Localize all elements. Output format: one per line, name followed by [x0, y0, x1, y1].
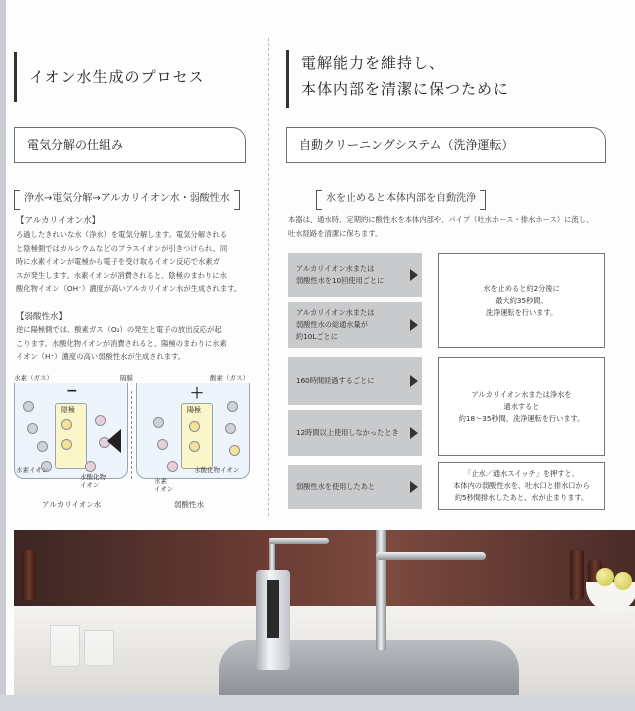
result-line: 水を止めると約2分後に: [483, 283, 560, 293]
result-line: 通水すると: [503, 401, 540, 411]
condition-line: アルカリイオン水または: [296, 264, 375, 273]
arrow-right-icon: [410, 375, 418, 387]
condition-line: 弱酸性水を使用したあと: [296, 482, 376, 491]
oxygen-gas-label: 酸素（ガス）: [210, 374, 249, 382]
intro-line: 吐水経路を清潔に保ちます。: [288, 228, 383, 238]
column-divider: [268, 38, 269, 516]
hydroxide-ion-label-left: 水酸化物 イオン: [80, 473, 106, 489]
alkaline-line: スが発生します。水素イオンが消費されると、陰極のまわりに水: [16, 270, 227, 280]
glass-icon: [50, 625, 80, 667]
ionizer-spout: [269, 538, 329, 544]
result-line: アルカリイオン水または浄水を: [471, 389, 572, 399]
result-line: 約5秒間排水したあと、水が止まります。: [454, 493, 589, 502]
gas-bubble-icon: [23, 401, 34, 412]
hydroxide-ion-label-right: 水酸化物イオン: [194, 466, 240, 474]
result-box: [438, 462, 605, 510]
ion-icon: [153, 417, 164, 428]
hydrogen-ion-label-left: 水素イオン: [16, 466, 49, 474]
arrow-left-icon: [107, 429, 121, 453]
alkaline-paragraph: [16, 228, 252, 296]
right-heading-line: 電解能力を維持し、: [301, 54, 446, 72]
gas-bubble-icon: [227, 401, 238, 412]
alkaline-title: 【アルカリイオン水】: [16, 216, 101, 226]
arrow-right-icon: [410, 427, 418, 439]
lemon-icon: [596, 568, 614, 586]
result-box: [438, 357, 605, 456]
kitchen-photo: [14, 530, 635, 695]
left-tab-title: [14, 127, 246, 163]
cathode-sign: −: [66, 383, 78, 399]
result-line: 最大約35秒間、: [495, 295, 548, 305]
ion-icon: [61, 419, 72, 430]
right-bracket-caption: 水を止めると本体内部を自動洗浄: [316, 190, 486, 208]
right-tab-text: 自動クリーニングシステム（洗浄運転）: [299, 138, 514, 152]
ionizer-control-panel: [267, 580, 279, 638]
condition-line: 12時間以上使用しなかったとき: [296, 428, 399, 437]
lemon-icon: [614, 572, 632, 590]
condition-line: 弱酸性水の総通水量が: [296, 320, 368, 329]
acid-line: イオン（H⁺）濃度の高い弱酸性水が生成されます。: [16, 352, 186, 361]
ion-icon: [225, 423, 236, 434]
water-ionizer-unit: [256, 570, 290, 670]
left-bracket-caption: 浄水→電気分解→アルカリイオン水・弱酸性水: [14, 190, 240, 208]
cathode-label: 陰極: [61, 406, 75, 414]
ion-icon: [229, 445, 240, 456]
condition-box: [288, 302, 422, 348]
intro-line: 本器は、通水時、定期的に酸性水を本体内部や、パイプ（吐水ホース・排水ホース）に流し、: [288, 215, 594, 224]
alkaline-line: 酸化物イオン（OH⁻）濃度が高いアルカリイオン水が生成されます。: [16, 284, 242, 293]
hydrogen-gas-label: 水素（ガス）: [14, 374, 53, 382]
alkaline-line: 時に水素イオンが電極から電子を受け取るイオン反応で水素ガ: [16, 257, 220, 266]
result-line: 約18〜35秒間、洗浄運転を行います。: [458, 413, 585, 423]
alkaline-water-caption: アルカリイオン水: [42, 500, 102, 509]
acid-water-caption: 弱酸性水: [174, 500, 204, 509]
condition-box: [288, 410, 422, 456]
page-edge: [0, 0, 6, 711]
alkaline-line: と陰極側ではカルシウムなどのプラスイオンが引きつけられ、同: [16, 243, 228, 253]
arrow-right-icon: [410, 319, 418, 331]
alkaline-line: ろ過したきれいな水（浄水）を電気分解します。電気分解される: [16, 230, 228, 239]
anode-sign: ＋: [190, 386, 204, 402]
acid-line: こります。水酸化物イオンが消費されると、陽極のまわりに水素: [16, 338, 227, 348]
cleaning-intro: [288, 213, 606, 240]
condition-box: [288, 465, 422, 509]
result-line: 「止水／通水スイッチ」を押すと、: [464, 469, 579, 478]
acid-line: 逆に陽極側では、酸素ガス（O₂）の発生と電子の放出反応が起: [16, 325, 222, 334]
ion-icon: [189, 441, 200, 452]
hydrogen-ion-label-right: 水素 イオン: [154, 477, 174, 493]
ion-icon: [61, 439, 72, 450]
ion-icon: [157, 439, 168, 450]
membrane-label: 隔膜: [120, 374, 133, 382]
result-line: 洗浄運転を行います。: [485, 307, 558, 317]
glass-icon: [84, 630, 114, 666]
condition-box: [288, 253, 422, 297]
anode-label: 陽極: [187, 406, 201, 414]
ion-icon: [167, 461, 178, 472]
result-box: [438, 253, 605, 348]
ion-icon: [95, 415, 106, 426]
right-section-heading: [286, 50, 616, 108]
right-tab-title: [286, 127, 606, 163]
ion-icon: [37, 441, 48, 452]
condition-line: アルカリイオン水または: [296, 308, 375, 317]
condition-line: 約10Lごとに: [296, 332, 338, 341]
bottle-icon: [570, 550, 584, 600]
condition-line: 160時間経過するごとに: [296, 376, 375, 385]
kitchen-faucet: [376, 530, 386, 650]
ion-icon: [85, 461, 96, 472]
acid-title: 【弱酸性水】: [16, 312, 68, 322]
left-section-heading: [14, 52, 254, 102]
membrane-line: [131, 391, 132, 479]
ion-icon: [27, 423, 38, 434]
arrow-right-icon: [410, 481, 418, 493]
condition-line: 弱酸性水を10回使用ごとに: [296, 276, 385, 285]
acid-paragraph: [16, 323, 252, 364]
kitchen-faucet-spout: [376, 552, 486, 560]
result-line: 本体内の弱酸性水を、吐水口と排水口から: [453, 481, 590, 490]
condition-box: [288, 357, 422, 405]
page-bottom-edge: [0, 695, 635, 711]
left-heading-text: イオン水生成のプロセス: [29, 68, 205, 86]
ion-icon: [189, 421, 200, 432]
right-heading-line: 本体内部を清潔に保つために: [301, 80, 510, 98]
left-tab-text: 電気分解の仕組み: [27, 138, 124, 152]
bottle-icon: [22, 550, 36, 600]
electrolysis-diagram: [14, 373, 254, 513]
arrow-right-icon: [410, 269, 418, 281]
